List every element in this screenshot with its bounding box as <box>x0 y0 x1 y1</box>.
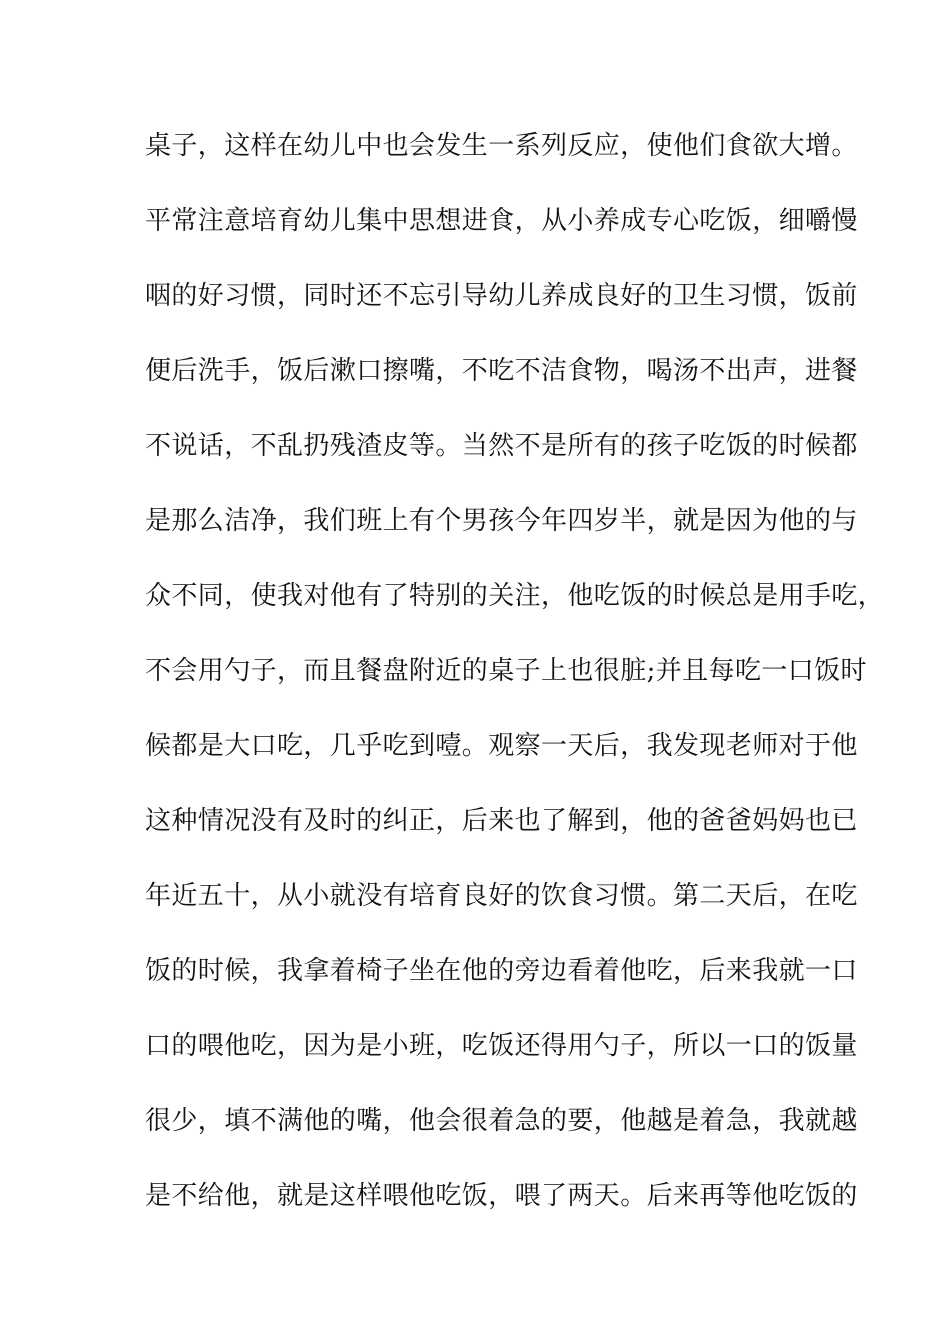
text-line: 桌子，这样在幼儿中也会发生一系列反应，使他们食欲大增。 <box>145 131 858 161</box>
text-line: 饭的时候，我拿着椅子坐在他的旁边看着他吃，后来我就一口 <box>145 956 858 986</box>
text-line: 是那么洁净，我们班上有个男孩今年四岁半，就是因为他的与 <box>145 506 858 536</box>
text-line: 不说话，不乱扔残渣皮等。当然不是所有的孩子吃饭的时候都 <box>145 431 858 461</box>
text-line: 是不给他，就是这样喂他吃饭，喂了两天。后来再等他吃饭的 <box>145 1181 858 1211</box>
text-line: 年近五十，从小就没有培育良好的饮食习惯。第二天后，在吃 <box>145 881 858 911</box>
text-line: 这种情况没有及时的纠正，后来也了解到，他的爸爸妈妈也已 <box>145 806 858 836</box>
body-text <box>145 131 885 1256</box>
text-line: 平常注意培育幼儿集中思想进食，从小养成专心吃饭，细嚼慢 <box>145 206 858 236</box>
text-line: 很少，填不满他的嘴，他会很着急的要，他越是着急，我就越 <box>145 1106 858 1136</box>
text-line: 不会用勺子，而且餐盘附近的桌子上也很脏;并且每吃一口饭时 <box>145 656 867 686</box>
text-line: 候都是大口吃，几乎吃到噎。观察一天后，我发现老师对于他 <box>145 731 858 761</box>
text-line: 口的喂他吃，因为是小班，吃饭还得用勺子，所以一口的饭量 <box>145 1031 858 1061</box>
text-line: 便后洗手，饭后漱口擦嘴，不吃不洁食物，喝汤不出声，进餐 <box>145 356 858 386</box>
text-line: 咽的好习惯，同时还不忘引导幼儿养成良好的卫生习惯，饭前 <box>145 281 858 311</box>
text-line: 众不同，使我对他有了特别的关注，他吃饭的时候总是用手吃， <box>145 581 885 611</box>
